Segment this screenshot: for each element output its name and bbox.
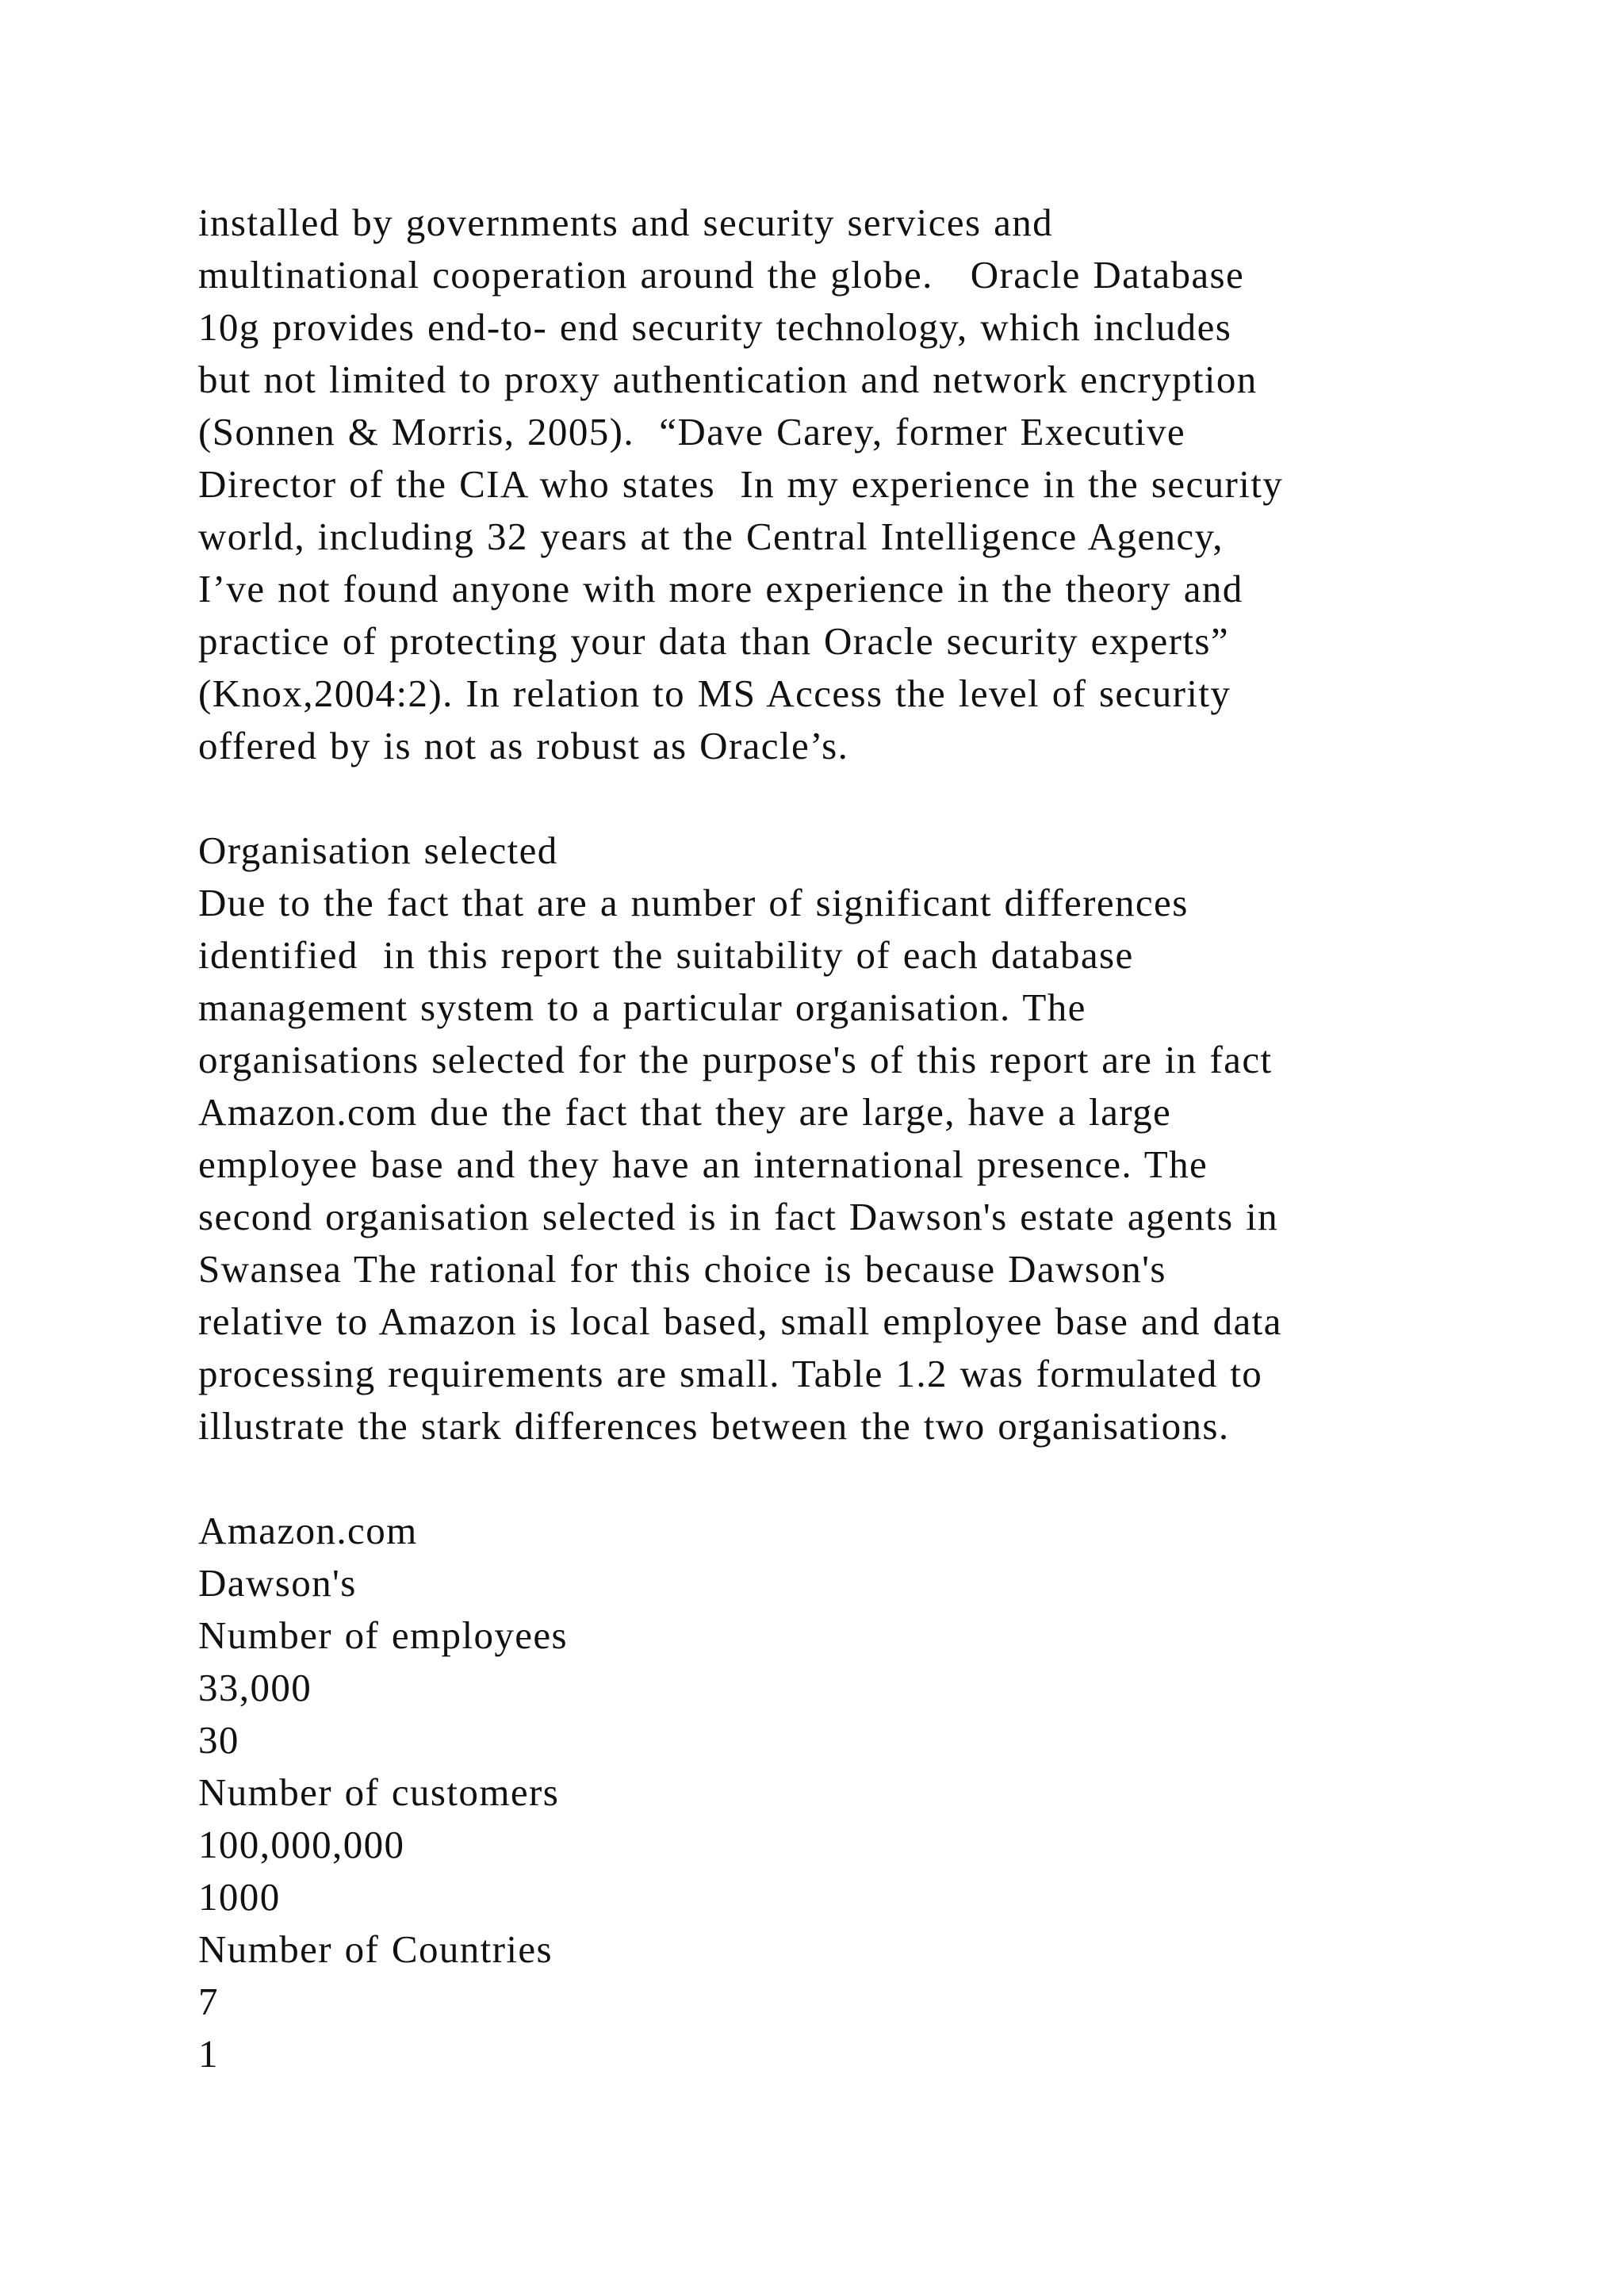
table-cell: 1000: [198, 1875, 281, 1919]
paragraph-line: employee base and they have an international presence. The: [198, 1142, 1208, 1186]
paragraph-security: [198, 197, 1483, 772]
paragraph-line: organisations selected for the purpose's of this report are in fact: [198, 1038, 1273, 1081]
paragraph-line: relative to Amazon is local based, small employee base and data: [198, 1299, 1282, 1343]
paragraph-line: identified in this report the suitability of each database: [198, 933, 1134, 977]
paragraph-line: Director of the CIA who states In my experience in the security: [198, 462, 1284, 506]
table-cell: 100,000,000: [198, 1823, 405, 1866]
paragraph-spacer: [198, 1452, 1483, 1505]
paragraph-line: installed by governments and security services and: [198, 201, 1054, 244]
document-body: [198, 197, 1483, 2080]
paragraph-line: management system to a particular organisation. The: [198, 985, 1086, 1029]
table-row-label: Number of customers: [198, 1770, 560, 1814]
paragraph-line: second organisation selected is in fact Dawson's estate agents in: [198, 1195, 1278, 1238]
paragraph-line: multinational cooperation around the globe. Oracle Database: [198, 253, 1245, 297]
paragraph-organisation: [198, 877, 1483, 1452]
table-header-dawsons: Dawson's: [198, 1561, 357, 1605]
table-row-label: Number of Countries: [198, 1927, 553, 1971]
comparison-table: [198, 1505, 1483, 2080]
table-cell: 33,000: [198, 1666, 312, 1709]
paragraph-line: (Sonnen & Morris, 2005). “Dave Carey, former Executive: [198, 410, 1186, 453]
section-heading: Organisation selected: [198, 828, 558, 872]
paragraph-line: world, including 32 years at the Central Intelligence Agency,: [198, 515, 1224, 558]
paragraph-line: processing requirements are small. Table 1.2 was formulated to: [198, 1352, 1263, 1395]
paragraph-line: but not limited to proxy authentication and network encryption: [198, 358, 1258, 401]
paragraph-spacer: [198, 772, 1483, 825]
table-cell: 1: [198, 2032, 219, 2076]
paragraph-line: Swansea The rational for this choice is because Dawson's: [198, 1247, 1166, 1291]
paragraph-line: I’ve not found anyone with more experience in the theory and: [198, 567, 1243, 610]
table-cell: 7: [198, 1980, 219, 2023]
paragraph-line: 10g provides end-to- end security technology, which includes: [198, 305, 1232, 349]
table-header-amazon: Amazon.com: [198, 1509, 418, 1552]
table-row-label: Number of employees: [198, 1613, 569, 1657]
paragraph-line: offered by is not as robust as Oracle’s.: [198, 724, 849, 767]
paragraph-line: practice of protecting your data than Oracle security experts”: [198, 619, 1230, 663]
paragraph-line: illustrate the stark differences between the two organisations.: [198, 1404, 1230, 1448]
table-cell: 30: [198, 1718, 239, 1762]
paragraph-line: (Knox,2004:2). In relation to MS Access the level of security: [198, 672, 1231, 715]
paragraph-line: Amazon.com due the fact that they are large, have a large: [198, 1090, 1172, 1134]
paragraph-line: Due to the fact that are a number of significant differences: [198, 881, 1189, 924]
